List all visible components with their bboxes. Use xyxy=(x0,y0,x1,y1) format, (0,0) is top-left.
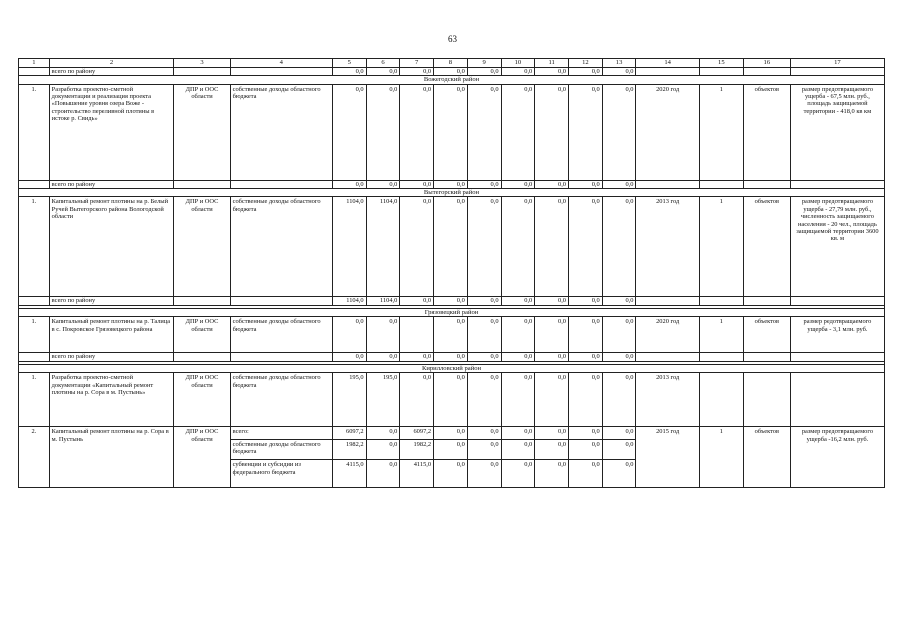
measure-name: Капитальный ремонт плотины на р. Сора в м. Пустынь xyxy=(49,427,174,488)
value-cell: 0,0 xyxy=(501,197,535,297)
value-cell: 0,0 xyxy=(434,373,468,427)
value-cell: 0,0 xyxy=(332,67,366,75)
col-header: 4 xyxy=(230,59,332,68)
result-cell: размер редотвращаемого ущерба - 3,1 млн. руб. xyxy=(790,317,884,353)
value-cell: 0,0 xyxy=(602,439,636,460)
value-cell: 0,0 xyxy=(467,67,501,75)
value-cell: 0,0 xyxy=(434,67,468,75)
measures-table xyxy=(18,58,885,488)
funding-source: собственные доходы областного бюджета xyxy=(230,84,332,180)
table-row xyxy=(19,197,885,297)
section-title: Вожегодский район xyxy=(19,75,885,84)
value-cell: 1104,0 xyxy=(366,197,400,297)
value-cell: 1982,2 xyxy=(400,439,434,460)
value-cell: 1982,2 xyxy=(332,439,366,460)
value-cell: 0,0 xyxy=(535,460,569,488)
value-cell: 0,0 xyxy=(501,373,535,427)
total-row xyxy=(19,297,885,305)
value-cell: 0,0 xyxy=(434,439,468,460)
result-cell: размер предотвращаемого ущерба - 67,5 млн. руб., площадь защищаемой территории - 418,0 кв км xyxy=(790,84,884,180)
value-cell: 0,0 xyxy=(501,427,535,439)
col-header: 2 xyxy=(49,59,174,68)
value-cell: 0,0 xyxy=(602,427,636,439)
value-cell: 0,0 xyxy=(535,427,569,439)
row-number: 1. xyxy=(19,317,50,353)
funding-source: собственные доходы областного бюджета xyxy=(230,197,332,297)
value-cell: 0,0 xyxy=(569,84,603,180)
value-cell: 0,0 xyxy=(332,353,366,361)
value-cell: 0,0 xyxy=(535,84,569,180)
value-cell: 6097,2 xyxy=(400,427,434,439)
page-number: 63 xyxy=(448,34,457,44)
total-row xyxy=(19,353,885,361)
col-header: 6 xyxy=(366,59,400,68)
value-cell: 0,0 xyxy=(400,197,434,297)
value-cell: 0,0 xyxy=(501,180,535,188)
measure-name: Разработка проектно-сметной документации и реализация проекта «Повышение уровня озера Воже - строительство переливной плотины в истоке р. Свидь» xyxy=(49,84,174,180)
row-number: 1. xyxy=(19,84,50,180)
col-header: 17 xyxy=(790,59,884,68)
header-row xyxy=(19,59,885,68)
table-row xyxy=(19,84,885,180)
value-cell: 0,0 xyxy=(535,353,569,361)
year-cell: 2013 год xyxy=(636,197,699,297)
section-row xyxy=(19,364,885,373)
col-header: 9 xyxy=(467,59,501,68)
value-cell: 0,0 xyxy=(434,180,468,188)
value-cell: 0,0 xyxy=(569,460,603,488)
funding-source: всего: xyxy=(230,427,332,439)
value-cell: 1104,0 xyxy=(366,297,400,305)
value-cell: 0,0 xyxy=(602,297,636,305)
value-cell: 0,0 xyxy=(569,297,603,305)
value-cell: 0,0 xyxy=(602,67,636,75)
value-cell: 0,0 xyxy=(467,373,501,427)
value-cell: 0,0 xyxy=(501,84,535,180)
value-cell: 1104,0 xyxy=(332,297,366,305)
value-cell: 0,0 xyxy=(332,317,366,353)
total-label: всего по району xyxy=(49,297,174,305)
value-cell xyxy=(400,317,434,353)
value-cell: 0,0 xyxy=(467,460,501,488)
value-cell: 0,0 xyxy=(366,439,400,460)
section-title: Грязовецкий район xyxy=(19,308,885,317)
value-cell: 0,0 xyxy=(366,353,400,361)
value-cell: 0,0 xyxy=(400,373,434,427)
value-cell: 0,0 xyxy=(602,197,636,297)
value-cell: 0,0 xyxy=(569,67,603,75)
table-row xyxy=(19,317,885,353)
executor: ДПР и ООС области xyxy=(174,197,230,297)
executor: ДПР и ООС области xyxy=(174,427,230,488)
section-row xyxy=(19,75,885,84)
value-cell: 0,0 xyxy=(602,373,636,427)
value-cell: 0,0 xyxy=(400,67,434,75)
value-cell: 0,0 xyxy=(400,84,434,180)
value-cell: 0,0 xyxy=(569,180,603,188)
value-cell: 0,0 xyxy=(501,317,535,353)
value-cell: 0,0 xyxy=(569,439,603,460)
total-label: всего по району xyxy=(49,180,174,188)
value-cell: 1104,0 xyxy=(332,197,366,297)
value-cell: 0,0 xyxy=(332,84,366,180)
value-cell: 0,0 xyxy=(400,180,434,188)
value-cell: 0,0 xyxy=(501,353,535,361)
value-cell: 0,0 xyxy=(569,317,603,353)
col-header: 1 xyxy=(19,59,50,68)
col-header: 7 xyxy=(400,59,434,68)
value-cell: 0,0 xyxy=(434,84,468,180)
section-title: Вытегорский район xyxy=(19,188,885,197)
value-cell: 0,0 xyxy=(569,197,603,297)
value-cell: 0,0 xyxy=(434,297,468,305)
measure-name: Капитальный ремонт плотины на р. Талица в с. Покровское Грязовецкого района xyxy=(49,317,174,353)
value-cell: 0,0 xyxy=(400,297,434,305)
value-cell: 0,0 xyxy=(501,67,535,75)
value-cell: 6097,2 xyxy=(332,427,366,439)
result-cell: размер предотвращаемого ущерба -16,2 млн. руб. xyxy=(790,427,884,488)
col-header: 8 xyxy=(434,59,468,68)
executor: ДПР и ООС области xyxy=(174,317,230,353)
section-title: Кирилловский район xyxy=(19,364,885,373)
row-number: 2. xyxy=(19,427,50,488)
count-cell: 1 xyxy=(699,197,743,297)
value-cell: 0,0 xyxy=(569,427,603,439)
funding-source: собственные доходы областного бюджета xyxy=(230,373,332,427)
value-cell: 4115,0 xyxy=(400,460,434,488)
col-header: 3 xyxy=(174,59,230,68)
value-cell: 0,0 xyxy=(434,197,468,297)
section-row xyxy=(19,308,885,317)
value-cell: 0,0 xyxy=(501,460,535,488)
measure-name: Разработка проектно-сметной документации «Капитальный ремонт плотины на р. Сора в м. Пустынь» xyxy=(49,373,174,427)
value-cell: 0,0 xyxy=(467,439,501,460)
value-cell: 0,0 xyxy=(535,373,569,427)
value-cell: 0,0 xyxy=(400,353,434,361)
value-cell: 0,0 xyxy=(366,84,400,180)
year-cell: 2013 год xyxy=(636,373,699,427)
year-cell: 2020 год xyxy=(636,317,699,353)
value-cell: 0,0 xyxy=(535,180,569,188)
year-cell: 2020 год xyxy=(636,84,699,180)
executor: ДПР и ООС области xyxy=(174,84,230,180)
executor: ДПР и ООС области xyxy=(174,373,230,427)
col-header: 13 xyxy=(602,59,636,68)
value-cell: 0,0 xyxy=(569,373,603,427)
value-cell: 0,0 xyxy=(535,197,569,297)
funding-source: собственные доходы областного бюджета xyxy=(230,317,332,353)
col-header: 16 xyxy=(743,59,790,68)
value-cell: 195,0 xyxy=(366,373,400,427)
value-cell: 195,0 xyxy=(332,373,366,427)
value-cell: 0,0 xyxy=(467,84,501,180)
value-cell: 0,0 xyxy=(434,460,468,488)
funding-source: субвенции и субсидии из федерального бюджета xyxy=(230,460,332,488)
value-cell: 0,0 xyxy=(569,353,603,361)
value-cell: 0,0 xyxy=(467,353,501,361)
value-cell: 0,0 xyxy=(602,84,636,180)
count-cell: 1 xyxy=(699,317,743,353)
unit-cell: объектов xyxy=(743,197,790,297)
value-cell: 0,0 xyxy=(602,317,636,353)
col-header: 5 xyxy=(332,59,366,68)
value-cell: 0,0 xyxy=(467,297,501,305)
section-row xyxy=(19,188,885,197)
total-row xyxy=(19,67,885,75)
row-number: 1. xyxy=(19,373,50,427)
value-cell: 0,0 xyxy=(332,180,366,188)
value-cell: 0,0 xyxy=(467,180,501,188)
value-cell: 0,0 xyxy=(467,317,501,353)
col-header: 14 xyxy=(636,59,699,68)
table-row xyxy=(19,427,885,439)
value-cell: 0,0 xyxy=(501,297,535,305)
value-cell: 0,0 xyxy=(434,427,468,439)
col-header: 15 xyxy=(699,59,743,68)
total-label: всего по району xyxy=(49,353,174,361)
value-cell: 0,0 xyxy=(602,180,636,188)
value-cell: 0,0 xyxy=(434,353,468,361)
col-header: 11 xyxy=(535,59,569,68)
value-cell: 0,0 xyxy=(501,439,535,460)
value-cell: 0,0 xyxy=(535,439,569,460)
count-cell: 1 xyxy=(699,84,743,180)
value-cell: 0,0 xyxy=(366,180,400,188)
col-header: 12 xyxy=(569,59,603,68)
value-cell: 0,0 xyxy=(467,197,501,297)
unit-cell: объектов xyxy=(743,427,790,488)
value-cell: 0,0 xyxy=(535,317,569,353)
value-cell: 0,0 xyxy=(366,317,400,353)
unit-cell: объектов xyxy=(743,84,790,180)
row-number: 1. xyxy=(19,197,50,297)
table-row xyxy=(19,373,885,427)
value-cell: 0,0 xyxy=(602,460,636,488)
count-cell: 1 xyxy=(699,427,743,488)
total-label: всего по району xyxy=(49,67,174,75)
value-cell: 0,0 xyxy=(434,317,468,353)
value-cell: 0,0 xyxy=(535,67,569,75)
total-row xyxy=(19,180,885,188)
col-header: 10 xyxy=(501,59,535,68)
value-cell: 0,0 xyxy=(366,427,400,439)
value-cell: 0,0 xyxy=(467,427,501,439)
value-cell: 0,0 xyxy=(602,353,636,361)
value-cell: 4115,0 xyxy=(332,460,366,488)
result-cell: размер предотвращаемого ущерба - 27,79 млн. руб., численность защищаемого населения - 20 чел., площадь защищаемой территории 3600 кв. м xyxy=(790,197,884,297)
measure-name: Капитальный ремонт плотины на р. Белый Ручей Вытегорского района Вологодской области xyxy=(49,197,174,297)
value-cell: 0,0 xyxy=(366,67,400,75)
year-cell: 2015 год xyxy=(636,427,699,488)
funding-source: собственные доходы областного бюджета xyxy=(230,439,332,460)
value-cell: 0,0 xyxy=(366,460,400,488)
value-cell: 0,0 xyxy=(535,297,569,305)
unit-cell: объектов xyxy=(743,317,790,353)
